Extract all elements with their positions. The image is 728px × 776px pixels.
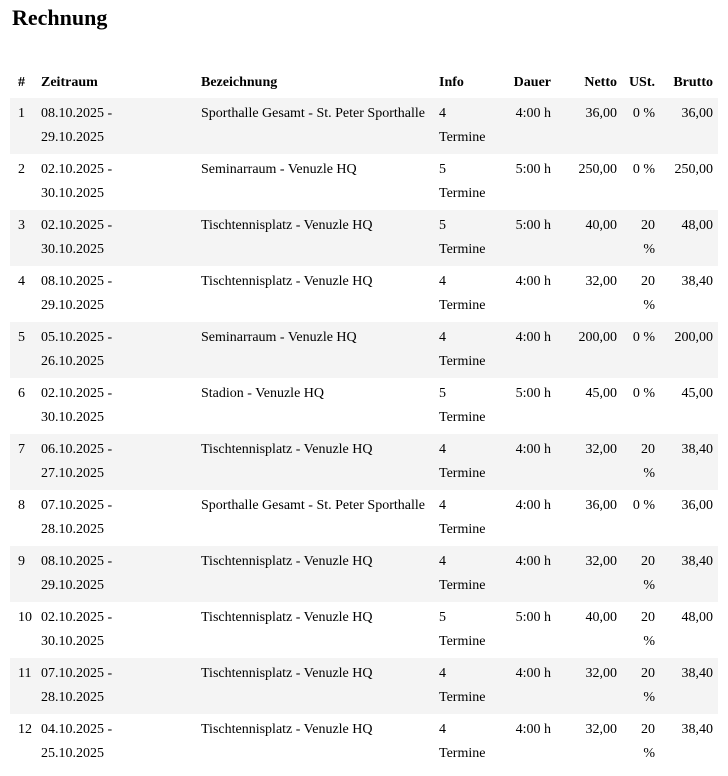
cell-ust: 0 % <box>632 330 655 345</box>
cell-info-line: 4 <box>439 498 446 513</box>
cell-number: 1 <box>18 106 25 121</box>
cell-netto: 32,00 <box>585 274 617 289</box>
cell-ust: 20 % <box>641 610 655 649</box>
cell-bezeichnung: Tischtennisplatz - Venuzle HQ <box>201 274 373 289</box>
cell-dauer: 5:00 h <box>515 162 551 177</box>
header-ust: USt. <box>628 75 655 90</box>
cell-brutto: 48,00 <box>681 610 713 625</box>
cell-zeitraum-line: 30.10.2025 <box>41 186 104 201</box>
cell-info <box>434 322 506 378</box>
cell-zeitraum <box>36 322 196 378</box>
cell-zeitraum <box>36 602 196 658</box>
cell-dauer: 4:00 h <box>515 666 551 681</box>
cell-bezeichnung: Tischtennisplatz - Venuzle HQ <box>201 722 373 737</box>
cell-netto: 32,00 <box>585 554 617 569</box>
cell-dauer: 4:00 h <box>515 442 551 457</box>
cell-zeitraum-line: 25.10.2025 <box>41 746 104 761</box>
cell-zeitraum-line: 29.10.2025 <box>41 130 104 145</box>
cell-brutto: 45,00 <box>681 386 713 401</box>
cell-dauer: 4:00 h <box>515 498 551 513</box>
cell-zeitraum-line: 05.10.2025 - <box>41 330 113 345</box>
header-dauer: Dauer <box>513 75 551 90</box>
cell-zeitraum-line: 30.10.2025 <box>41 242 104 257</box>
cell-info-line: Termine <box>439 354 486 369</box>
cell-brutto: 38,40 <box>681 722 713 737</box>
cell-ust: 20 % <box>641 218 655 257</box>
cell-number: 11 <box>18 666 32 681</box>
cell-info-line: 5 <box>439 218 446 233</box>
cell-info-line: 4 <box>439 274 446 289</box>
cell-info <box>434 490 506 546</box>
cell-ust: 20 % <box>641 722 655 761</box>
cell-zeitraum <box>36 98 196 154</box>
header-netto: Netto <box>584 75 617 90</box>
table-row <box>10 602 718 658</box>
cell-info <box>434 434 506 490</box>
cell-info-line: Termine <box>439 410 486 425</box>
cell-zeitraum-line: 02.10.2025 - <box>41 610 113 625</box>
cell-number: 3 <box>18 218 25 233</box>
header-zeitraum: Zeitraum <box>41 75 98 90</box>
cell-bezeichnung: Seminarraum - Venuzle HQ <box>201 162 357 177</box>
cell-dauer: 4:00 h <box>515 722 551 737</box>
cell-number: 5 <box>18 330 25 345</box>
cell-dauer: 4:00 h <box>515 554 551 569</box>
cell-info-line: Termine <box>439 130 486 145</box>
header-bezeichnung: Bezeichnung <box>201 75 278 90</box>
cell-brutto: 250,00 <box>674 162 713 177</box>
cell-zeitraum <box>36 154 196 210</box>
table-header-row <box>10 68 718 98</box>
cell-info-line: Termine <box>439 690 486 705</box>
table-row <box>10 546 718 602</box>
cell-zeitraum <box>36 658 196 714</box>
cell-bezeichnung: Seminarraum - Venuzle HQ <box>201 330 357 345</box>
cell-info <box>434 266 506 322</box>
cell-dauer: 4:00 h <box>515 330 551 345</box>
cell-brutto: 38,40 <box>681 274 713 289</box>
cell-bezeichnung: Sporthalle Gesamt - St. Peter Sporthalle <box>201 498 425 513</box>
cell-info-line: 4 <box>439 330 446 345</box>
cell-number: 4 <box>18 274 25 289</box>
cell-ust: 20 % <box>641 554 655 593</box>
cell-zeitraum-line: 08.10.2025 - <box>41 106 113 121</box>
cell-ust: 0 % <box>632 386 655 401</box>
cell-zeitraum-line: 07.10.2025 - <box>41 498 113 513</box>
cell-netto: 200,00 <box>578 330 617 345</box>
cell-info-line: 4 <box>439 106 446 121</box>
header-info: Info <box>439 75 464 90</box>
cell-info <box>434 154 506 210</box>
invoice-page <box>0 5 728 776</box>
cell-zeitraum <box>36 714 196 770</box>
cell-zeitraum-line: 04.10.2025 - <box>41 722 113 737</box>
cell-zeitraum <box>36 210 196 266</box>
cell-zeitraum-line: 02.10.2025 - <box>41 218 113 233</box>
cell-number: 10 <box>18 610 32 625</box>
cell-info <box>434 714 506 770</box>
cell-dauer: 5:00 h <box>515 218 551 233</box>
table-row <box>10 378 718 434</box>
cell-netto: 40,00 <box>585 610 617 625</box>
page-title: Rechnung <box>12 5 108 30</box>
cell-brutto: 38,40 <box>681 554 713 569</box>
cell-zeitraum <box>36 434 196 490</box>
cell-info <box>434 378 506 434</box>
cell-info-line: 5 <box>439 610 446 625</box>
table-row <box>10 434 718 490</box>
cell-zeitraum-line: 08.10.2025 - <box>41 554 113 569</box>
cell-netto: 40,00 <box>585 218 617 233</box>
cell-bezeichnung: Tischtennisplatz - Venuzle HQ <box>201 666 373 681</box>
cell-brutto: 200,00 <box>674 330 713 345</box>
cell-netto: 36,00 <box>585 106 617 121</box>
cell-ust: 0 % <box>632 162 655 177</box>
table-row <box>10 322 718 378</box>
cell-info-line: Termine <box>439 522 486 537</box>
cell-info <box>434 98 506 154</box>
cell-dauer: 5:00 h <box>515 610 551 625</box>
cell-zeitraum-line: 27.10.2025 <box>41 466 104 481</box>
cell-info-line: 4 <box>439 722 446 737</box>
cell-zeitraum-line: 02.10.2025 - <box>41 162 113 177</box>
table-row <box>10 266 718 322</box>
cell-zeitraum <box>36 378 196 434</box>
cell-dauer: 4:00 h <box>515 274 551 289</box>
cell-netto: 32,00 <box>585 722 617 737</box>
cell-zeitraum-line: 30.10.2025 <box>41 634 104 649</box>
header-brutto: Brutto <box>673 75 713 90</box>
cell-bezeichnung: Tischtennisplatz - Venuzle HQ <box>201 442 373 457</box>
cell-info-line: 5 <box>439 386 446 401</box>
table-row <box>10 714 718 770</box>
cell-info-line: 5 <box>439 162 446 177</box>
invoice-table <box>10 68 718 770</box>
table-row <box>10 98 718 154</box>
cell-ust: 0 % <box>632 106 655 121</box>
cell-bezeichnung: Tischtennisplatz - Venuzle HQ <box>201 610 373 625</box>
table-row <box>10 658 718 714</box>
header-number: # <box>18 75 25 90</box>
cell-number: 12 <box>18 722 32 737</box>
cell-ust: 20 % <box>641 666 655 705</box>
cell-bezeichnung: Tischtennisplatz - Venuzle HQ <box>201 218 373 233</box>
cell-info <box>434 658 506 714</box>
cell-info-line: Termine <box>439 466 486 481</box>
cell-info <box>434 602 506 658</box>
cell-info-line: Termine <box>439 242 486 257</box>
cell-info-line: Termine <box>439 186 486 201</box>
cell-zeitraum-line: 29.10.2025 <box>41 298 104 313</box>
cell-zeitraum-line: 28.10.2025 <box>41 522 104 537</box>
cell-brutto: 38,40 <box>681 442 713 457</box>
cell-number: 8 <box>18 498 25 513</box>
cell-brutto: 36,00 <box>681 498 713 513</box>
cell-zeitraum-line: 08.10.2025 - <box>41 274 113 289</box>
cell-dauer: 5:00 h <box>515 386 551 401</box>
cell-number: 6 <box>18 386 25 401</box>
table-row <box>10 210 718 266</box>
cell-brutto: 36,00 <box>681 106 713 121</box>
cell-zeitraum-line: 29.10.2025 <box>41 578 104 593</box>
cell-netto: 36,00 <box>585 498 617 513</box>
cell-number: 9 <box>18 554 25 569</box>
cell-bezeichnung: Sporthalle Gesamt - St. Peter Sporthalle <box>201 106 425 121</box>
cell-brutto: 48,00 <box>681 218 713 233</box>
invoice-table-body <box>10 98 718 770</box>
cell-info-line: Termine <box>439 298 486 313</box>
cell-ust: 0 % <box>632 498 655 513</box>
cell-info-line: Termine <box>439 746 486 761</box>
cell-info-line: Termine <box>439 578 486 593</box>
cell-info <box>434 210 506 266</box>
table-row <box>10 490 718 546</box>
cell-info-line: 4 <box>439 442 446 457</box>
cell-zeitraum-line: 06.10.2025 - <box>41 442 113 457</box>
cell-bezeichnung: Tischtennisplatz - Venuzle HQ <box>201 554 373 569</box>
cell-zeitraum-line: 26.10.2025 <box>41 354 104 369</box>
cell-bezeichnung: Stadion - Venuzle HQ <box>201 386 324 401</box>
cell-info <box>434 546 506 602</box>
cell-number: 2 <box>18 162 25 177</box>
cell-info-line: 4 <box>439 554 446 569</box>
cell-netto: 45,00 <box>585 386 617 401</box>
cell-ust: 20 % <box>641 274 655 313</box>
cell-info-line: 4 <box>439 666 446 681</box>
cell-zeitraum <box>36 546 196 602</box>
cell-number: 7 <box>18 442 25 457</box>
cell-zeitraum <box>36 490 196 546</box>
cell-dauer: 4:00 h <box>515 106 551 121</box>
cell-info-line: Termine <box>439 634 486 649</box>
cell-zeitraum-line: 28.10.2025 <box>41 690 104 705</box>
cell-zeitraum-line: 07.10.2025 - <box>41 666 113 681</box>
cell-zeitraum-line: 02.10.2025 - <box>41 386 113 401</box>
cell-netto: 32,00 <box>585 442 617 457</box>
cell-brutto: 38,40 <box>681 666 713 681</box>
cell-netto: 32,00 <box>585 666 617 681</box>
cell-ust: 20 % <box>641 442 655 481</box>
cell-zeitraum <box>36 266 196 322</box>
table-row <box>10 154 718 210</box>
cell-zeitraum-line: 30.10.2025 <box>41 410 104 425</box>
cell-netto: 250,00 <box>578 162 617 177</box>
